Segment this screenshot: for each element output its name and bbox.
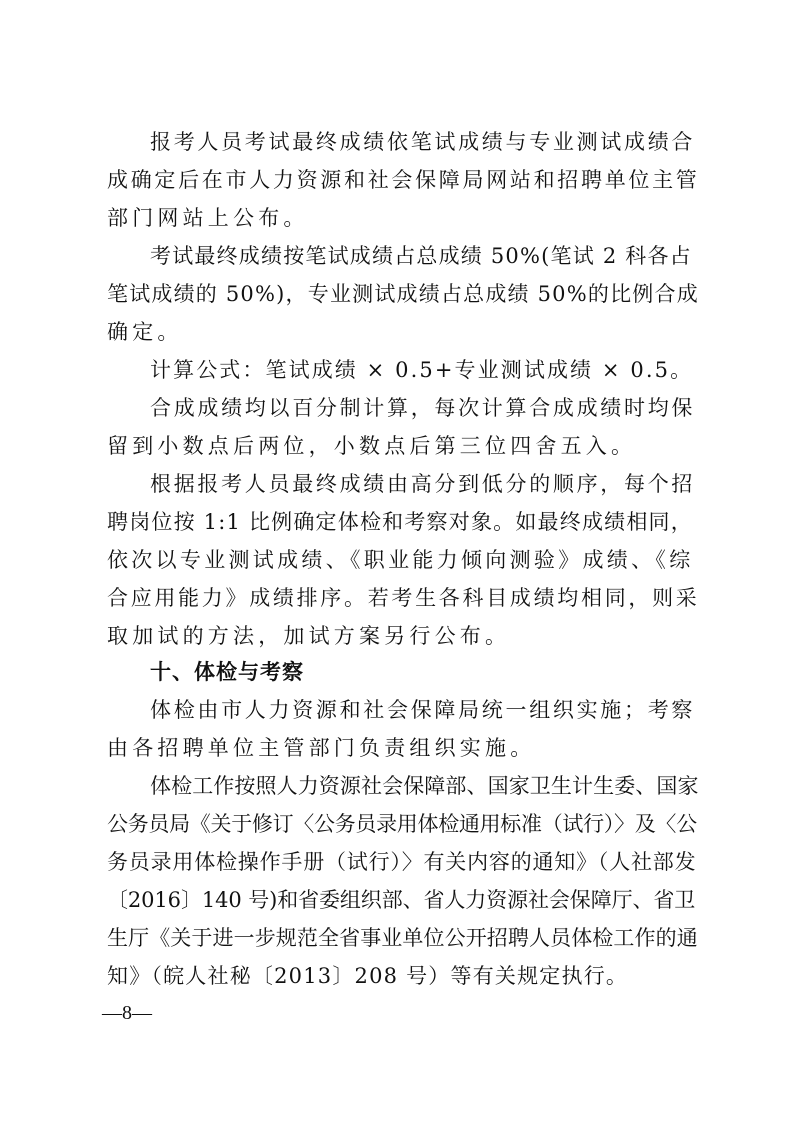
text-line: 依次以专业测试成绩、《职业能力倾向测验》成绩、《综 (107, 548, 694, 572)
text-line: 部门网站上公布。 (107, 206, 309, 230)
text-line: 体检由市人力资源和社会保障局统一组织实施；考察 (150, 698, 696, 722)
text-line: 确定。 (107, 320, 183, 344)
text-line: 笔试成绩的 50%)，专业测试成绩占总成绩 50%的比例合成 (107, 282, 699, 306)
text-line: 聘岗位按 1:1 比例确定体检和考察对象。如最终成绩相同， (107, 510, 693, 534)
text-line: 合应用能力》成绩排序。若考生各科目成绩均相同，则采 (107, 586, 700, 610)
text-line: 体检工作按照人力资源社会保障部、国家卫生计生委、国家 (150, 774, 699, 798)
text-line: 成确定后在市人力资源和社会保障局网站和招聘单位主管 (107, 168, 700, 192)
section-heading: 十、体检与考察 (150, 660, 304, 684)
text-line: 报考人员考试最终成绩依笔试成绩与专业测试成绩合 (150, 130, 696, 154)
text-line: 根据报考人员最终成绩由高分到低分的顺序，每个招 (150, 472, 696, 496)
text-line: 生厅《关于进一步规范全省事业单位公开招聘人员体检工作的通 (107, 926, 698, 950)
text-line: 知》（皖人社秘〔2013〕208 号）等有关规定执行。 (107, 964, 629, 988)
text-line: 由各招聘单位主管部门负责组织实施。 (107, 736, 536, 760)
formula-line: 计算公式：笔试成绩 × 0.5+专业测试成绩 × 0.5。 (150, 358, 694, 382)
text-line: 合成成绩均以百分制计算，每次计算合成成绩时均保 (150, 396, 696, 420)
text-line: 〔2016〕140 号)和省委组织部、省人力资源社会保障厅、省卫 (107, 888, 696, 912)
text-line: 取加试的方法，加试方案另行公布。 (107, 624, 511, 648)
text-line: 务员录用体检操作手册（试行）〉有关内容的通知》（人社部发 (107, 850, 697, 874)
page-number: —8— (102, 1002, 152, 1024)
text-line: 留到小数点后两位，小数点后第三位四舍五入。 (107, 434, 637, 458)
text-line: 考试最终成绩按笔试成绩占总成绩 50%(笔试 2 科各占 (150, 244, 692, 268)
text-line: 公务员局《关于修订〈公务员录用体检通用标准（试行）〉及〈公 (107, 812, 697, 836)
